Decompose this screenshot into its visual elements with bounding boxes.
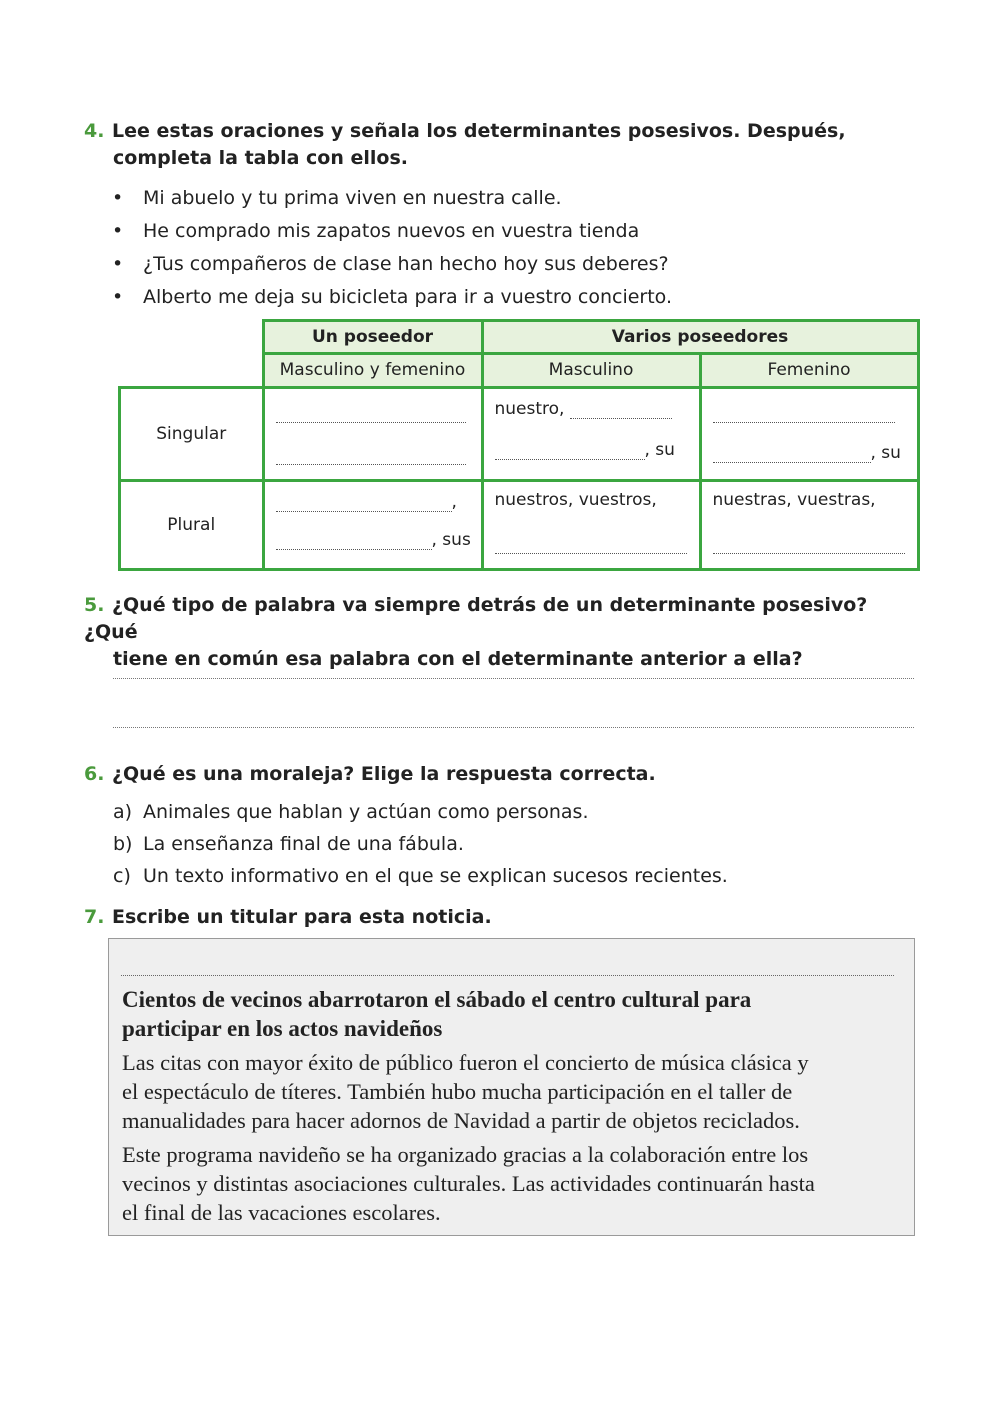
question-6-title (84, 761, 924, 788)
question-text: ¿Qué tipo de palabra va siempre detrás de un determinante posesivo? ¿Qué (84, 594, 868, 643)
cell-plural-masc: nuestros, vuestros, (482, 480, 700, 569)
header-one-owner: Un poseedor (263, 321, 482, 354)
question-text: ¿Qué es una moraleja? Elige la respuesta correcta. (112, 763, 656, 785)
blank-input[interactable] (276, 495, 452, 512)
question-number: 4. (84, 120, 105, 142)
option-b[interactable]: b) La enseñanza final de una fábula. (113, 833, 464, 855)
blank-input[interactable] (495, 443, 645, 460)
row-label-singular: Singular (120, 387, 264, 480)
blank-input[interactable] (276, 406, 466, 423)
subheader-masc: Masculino (482, 354, 700, 388)
header-many-owners: Varios poseedores (482, 321, 918, 354)
answer-line[interactable] (113, 678, 914, 679)
question-number: 5. (84, 594, 105, 616)
option-a[interactable]: a) Animales que hablan y actúan como personas. (113, 801, 589, 823)
list-item: • He comprado mis zapatos nuevos en vuestra tienda (112, 215, 672, 248)
subheader-masc-fem: Masculino y femenino (263, 354, 482, 388)
blank-input[interactable] (713, 537, 905, 554)
question-text: Escribe un titular para esta noticia. (112, 906, 492, 928)
question-text: Lee estas oraciones y señala los determinantes posesivos. Después, (112, 120, 846, 142)
question-text: tiene en común esa palabra con el determinante anterior a ella? (113, 648, 803, 670)
news-box (108, 938, 915, 1236)
question-4-title (84, 118, 924, 172)
list-item: • Alberto me deja su bicicleta para ir a vuestro concierto. (112, 281, 672, 314)
cell-plural-fem: nuestras, vuestras, (700, 480, 918, 569)
question-number: 6. (84, 763, 105, 785)
blank-input[interactable] (570, 402, 672, 419)
news-paragraph-2: Este programa navideño se ha organizado gracias a la colaboración entre los vecinos y distintas asociaciones culturales. Las actividades continuarán hasta el final de las vacaciones escolares. (122, 1142, 815, 1225)
blank-input[interactable] (495, 537, 687, 554)
option-c[interactable]: c) Un texto informativo en el que se explican sucesos recientes. (113, 865, 728, 887)
cell-singular-one (263, 387, 482, 480)
question-7-title (84, 904, 924, 931)
cell-singular-fem: , su (700, 387, 918, 480)
bullet-icon: • (112, 253, 124, 275)
list-item: • ¿Tus compañeros de clase han hecho hoy sus deberes? (112, 248, 672, 281)
answer-line[interactable] (113, 727, 914, 728)
news-headline: Cientos de vecinos abarrotaron el sábado el centro cultural para participar en los actos navideños (122, 987, 752, 1041)
question-number: 7. (84, 906, 105, 928)
news-paragraph-1: Las citas con mayor éxito de público fueron el concierto de música clásica y el espectáculo de títeres. También hubo mucha participación en el taller de manualidades para hacer adornos de Navidad a partir de objetos reciclados. (122, 1050, 809, 1133)
bullet-icon: • (112, 187, 124, 209)
cell-singular-masc: nuestro, , su (482, 387, 700, 480)
blank-input[interactable] (713, 446, 871, 463)
question-5-title (84, 592, 924, 673)
blank-input[interactable] (276, 448, 466, 465)
list-item: • Mi abuelo y tu prima viven en nuestra calle. (112, 182, 672, 215)
bullet-icon: • (112, 286, 124, 308)
headline-answer-line[interactable] (121, 975, 894, 976)
possessives-table (118, 319, 920, 571)
sentence-list (112, 182, 672, 314)
blank-input[interactable] (276, 533, 432, 550)
row-label-plural: Plural (120, 480, 264, 569)
blank-input[interactable] (713, 406, 895, 423)
options-list (113, 796, 728, 892)
cell-plural-one: , , sus (263, 480, 482, 569)
question-text: completa la tabla con ellos. (113, 147, 408, 169)
subheader-fem: Femenino (700, 354, 918, 388)
bullet-icon: • (112, 220, 124, 242)
